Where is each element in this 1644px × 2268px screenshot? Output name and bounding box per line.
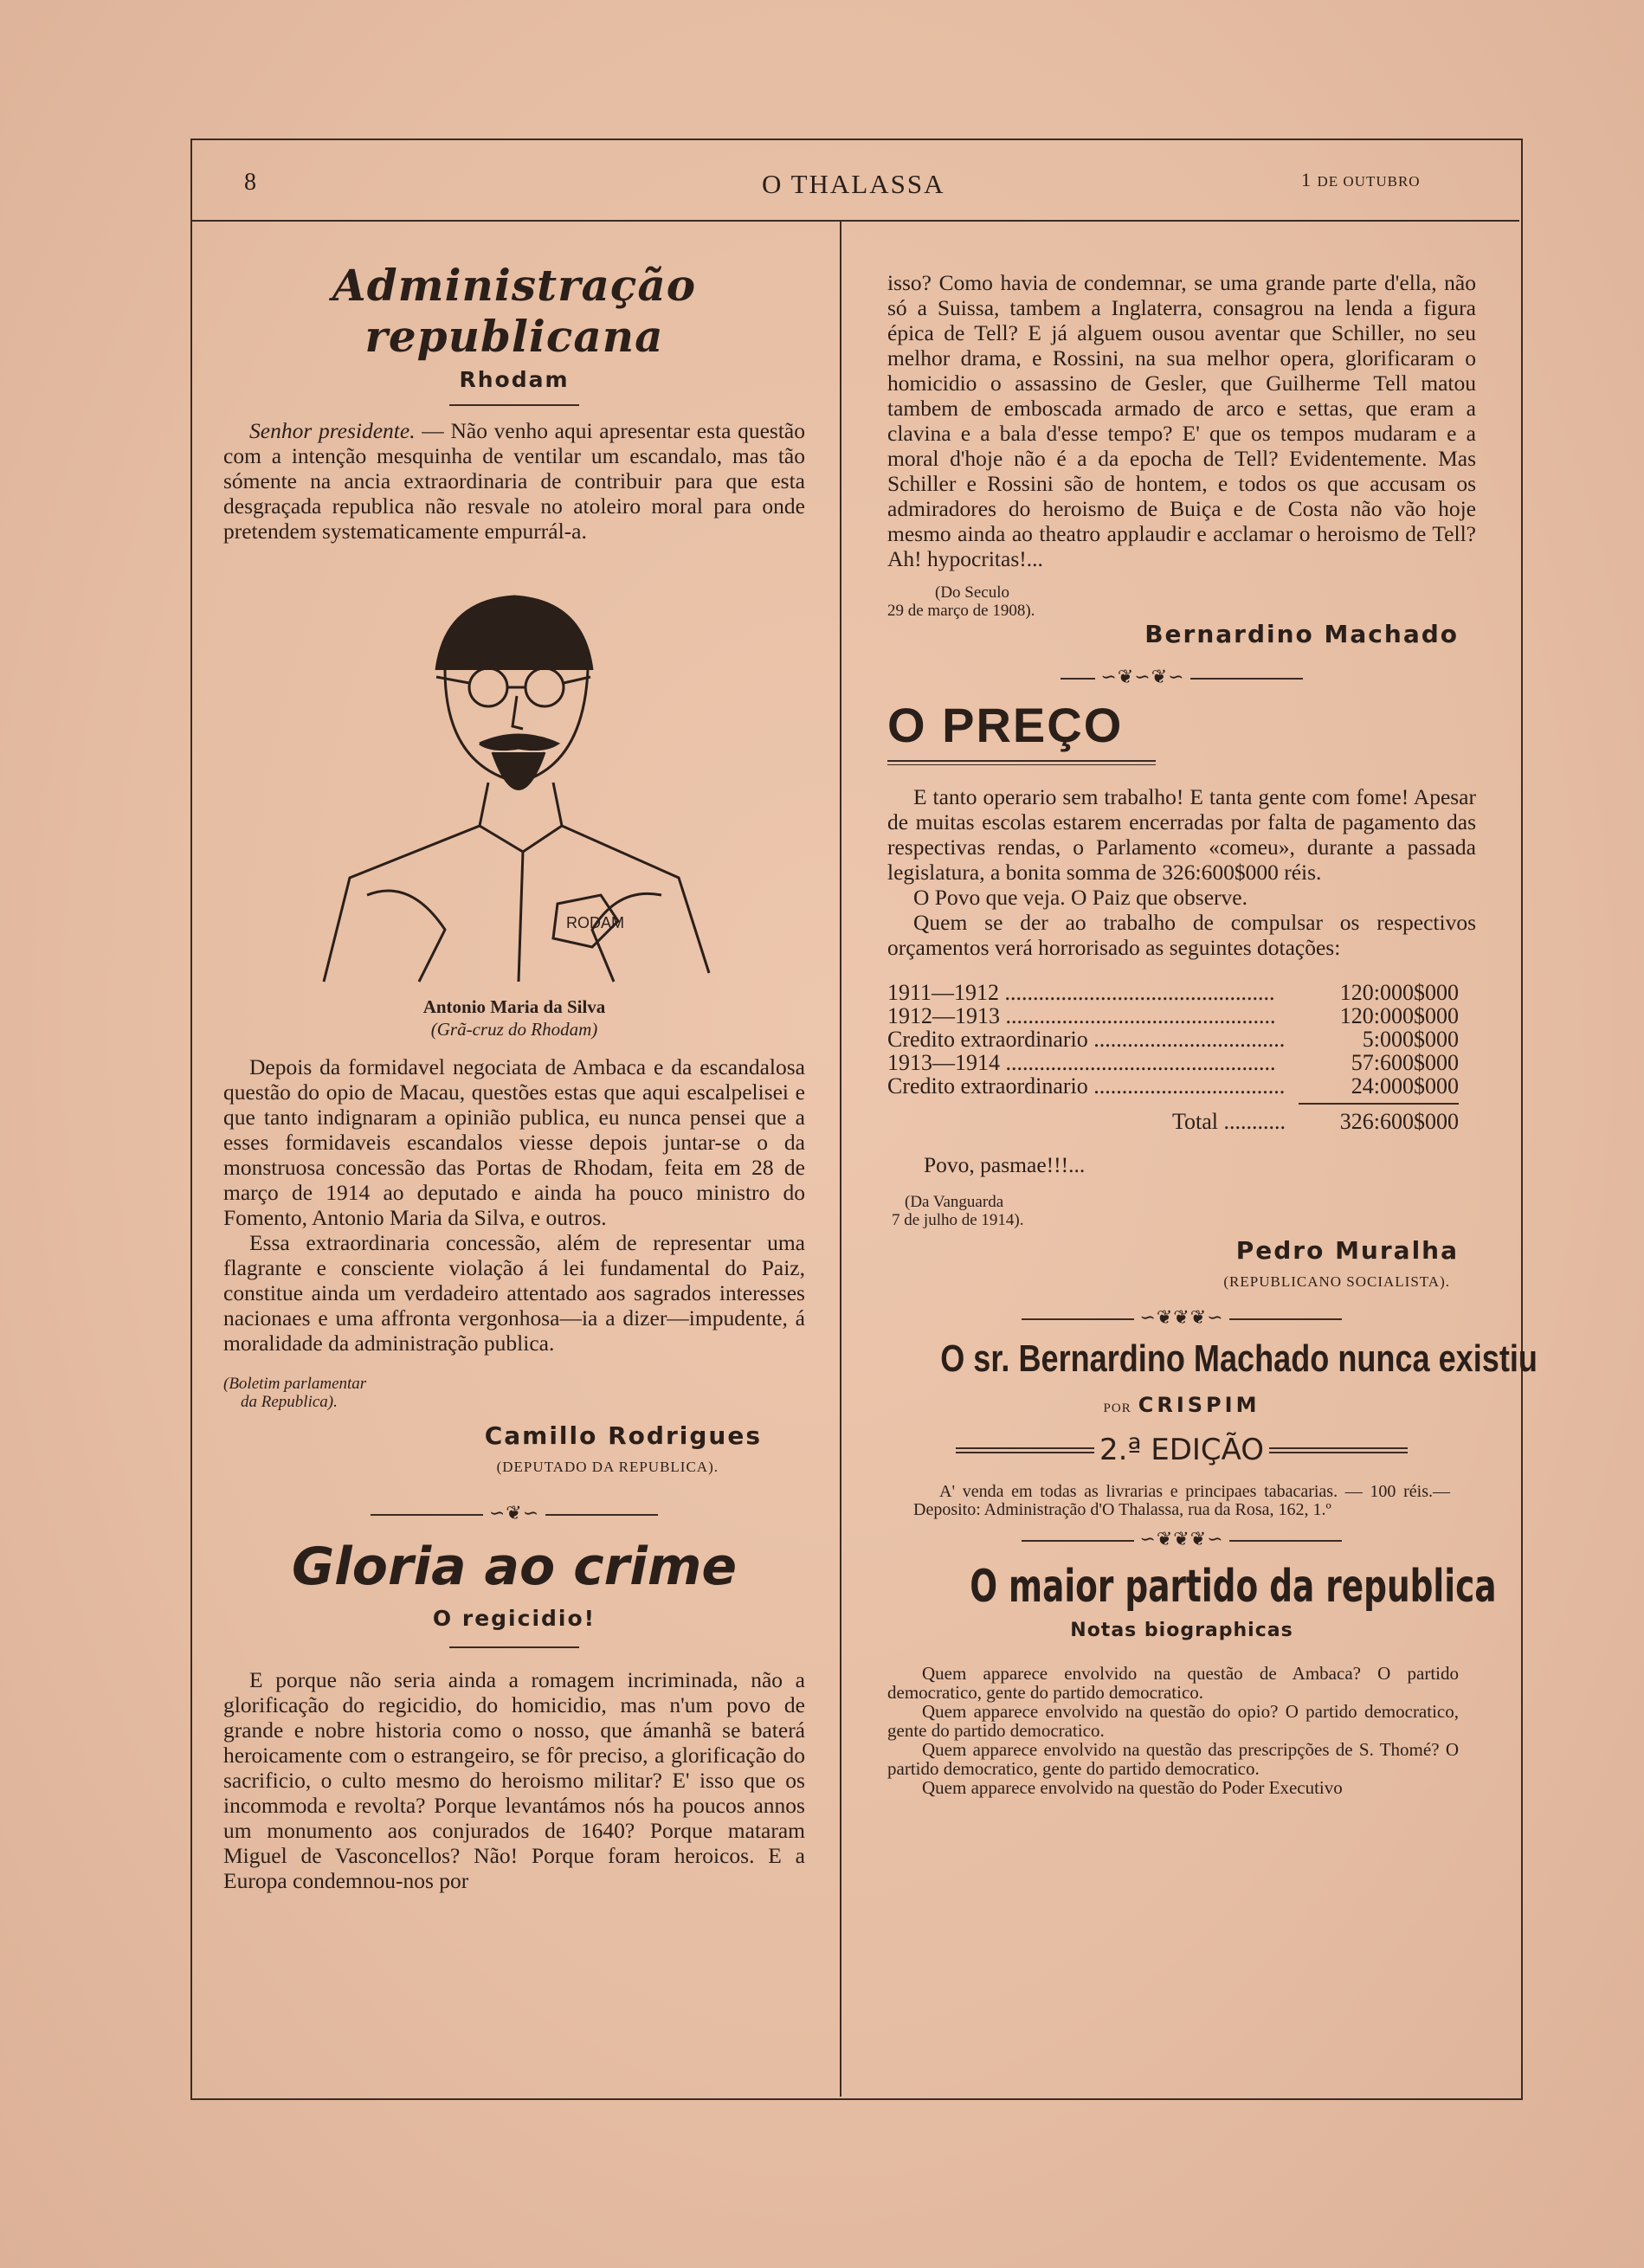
ledger-label: 1911—1912 ..... — [887, 981, 1286, 1004]
ledger-row — [887, 981, 1459, 1004]
total-label: Total ..... — [1172, 1110, 1312, 1133]
divider — [449, 1646, 579, 1648]
article-body-partido — [887, 1664, 1459, 1797]
edition-label: 2.ª EDIÇÃO — [1099, 1433, 1265, 1467]
source-citation — [887, 583, 1476, 620]
ornament-divider: ∽❦∽ — [223, 1502, 805, 1524]
byline-por: POR — [1103, 1401, 1131, 1415]
source-line: 29 de março de 1908). — [887, 602, 1035, 620]
total-rule — [1299, 1103, 1459, 1105]
book-note — [913, 1483, 1450, 1519]
paragraph: Quem apparece envolvido na questão do Poder Executivo — [922, 1777, 1343, 1798]
paragraph: O Povo que veja. O Paiz que observe. — [913, 885, 1248, 910]
source-line: (Do Seculo — [935, 583, 1010, 602]
article-subtitle-regicidio: O regicidio! — [432, 1606, 596, 1631]
article-body-gloria — [223, 1667, 805, 1893]
ledger-label: 1912—1913 ..... — [887, 1004, 1286, 1028]
note-text: A' venda em todas as livrarias e principaes tabacarias. — 100 réis.—Deposito: Administração d'O Thalassa, rua da Rosa, 162, 1.º — [913, 1482, 1450, 1519]
portrait-caption — [223, 995, 805, 1041]
page-number: 8 — [244, 169, 257, 196]
paragraph: Quem apparece envolvido na questão das prescripções de S. Thomé? O partido democratico, gente do partido democratico. — [887, 1739, 1459, 1779]
paragraph: isso? Como havia de condemnar, se uma grande parte d'ella, não só a Suissa, tambem a Inglaterra, consagrou na lenda a figura épica de Tell? E já alguem ousou aventar que Schiller, no seu melhor drama, e Rossini, na sua melhor opera, glorificaram o homicidio o assassino de Gesler, que Guilherme Tell matou tambem de emboscada armado de arco e settas, que eram a clavina e a bala d'esse tempo? E' que os tempos mudaram e a moral d'hoje não é a da epocha de Tell? Evidentemente. Mas Schiller e Rossini são de hontem, e todos os que accusam os admiradores do heroismo de Buiça e de Costa não vão hoje mesmo ainda ao theatro applaudir e acclamar o heroismo de Tell? Ah! hypocritas!... — [887, 270, 1476, 571]
article-body-rhodam — [223, 418, 805, 544]
paragraph: Quem apparece envolvido na questão de Ambaca? O partido democratico, gente do partido democratico. — [887, 1663, 1459, 1703]
paragraph: Essa extraordinaria concessão, além de representar uma flagrante e consciente violação á lei fundamental do Paiz, constitue ainda um verdadeiro attentado aos sagrados interesses nacionaes e uma affronta vergonhosa—ia a dizer—impudente, á moralidade da administração publica. — [223, 1230, 805, 1356]
ledger-total — [887, 1110, 1459, 1133]
ledger-amount: 120:000$000 — [1339, 1003, 1459, 1028]
article-subtitle-notas: Notas biographicas — [1070, 1620, 1293, 1641]
newspaper-title: O THALASSA — [762, 169, 945, 199]
ledger-label: Credito extraordinario ..... — [887, 1028, 1286, 1051]
issue-date — [1301, 169, 1421, 191]
paragraph: E porque não seria ainda a romagem incriminada, não a glorificação do regicidio, do homicidio, mas n'um povo de grande e nobre historia como o nosso, que ámanhã se baterá heroicamente com o estrangeiro, se fôr preciso, a glorificação do sacrificio, o culto mesmo do heroismo militar? E' isso que os incommoda e revolta? Porque levantámos nós ha poucos annos um monumento aos conjurados de 1640? Porque mataram Miguel de Vasconcellos? Não! Porque foram heroicos. E a Europa condemnou-nos por — [223, 1667, 805, 1893]
source-line: (Da Vanguarda — [905, 1193, 1004, 1211]
ledger-label: Credito extraordinario ..... — [887, 1074, 1286, 1098]
intro-italic: Senhor presidente. — [249, 418, 416, 443]
signature-note: (REPUBLICANO SOCIALISTA). — [1223, 1273, 1450, 1290]
article-title-preco: O PREÇO — [887, 698, 1124, 752]
source-line: da Republica). — [241, 1393, 338, 1411]
source-line: 7 de julho de 1914). — [892, 1211, 1024, 1229]
ledger-amount: 57:600$000 — [1351, 1050, 1459, 1075]
ledger-amount: 24:000$000 — [1351, 1073, 1459, 1099]
date-month: DE OUTUBRO — [1317, 173, 1421, 190]
budget-ledger — [887, 981, 1459, 1133]
ornament-divider: ∽❦❦❦∽ — [887, 1306, 1476, 1329]
total-amount: 326:600$000 — [1339, 1109, 1459, 1134]
article-body-rhodam-cont — [223, 1054, 805, 1356]
left-column — [223, 260, 805, 1893]
book-edition — [887, 1433, 1476, 1467]
paragraph: Quem apparece envolvido na questão do opio? O partido democratico, gente do partido democratico. — [887, 1701, 1459, 1741]
paragraph: Quem se der ao trabalho de compulsar os respectivos orçamentos verá horrorisado as seguintes dotações: — [887, 910, 1476, 960]
article-title-gloria: Gloria ao crime — [291, 1537, 738, 1597]
paragraph: E tanto operario sem trabalho! E tanta gente com fome! Apesar de muitas escolas estarem encerradas por falta de pagamento das respectivas rendas, o Parlamento «comeu», durante a passada legislatura, a bonita somma de 326:600$000 réis. — [887, 784, 1476, 885]
signature-pedro: Pedro Muralha — [1235, 1236, 1459, 1265]
signature-bernardino: Bernardino Machado — [1144, 620, 1459, 648]
date-day: 1 — [1301, 169, 1312, 190]
article-body-preco — [887, 784, 1476, 960]
ledger-row — [887, 1028, 1459, 1051]
signature-note: (DEPUTADO DA REPUBLICA). — [496, 1459, 719, 1475]
ledger-label: 1913—1914 ..... — [887, 1051, 1286, 1074]
source-citation — [887, 1193, 1476, 1229]
signature-camillo: Camillo Rodrigues — [484, 1421, 762, 1450]
byline-author: CRISPIM — [1138, 1393, 1260, 1417]
header-rule — [192, 220, 1519, 222]
divider — [887, 760, 1156, 765]
right-column — [887, 270, 1538, 1798]
ledger-row — [887, 1074, 1459, 1098]
ornament-divider: ∽❦∽❦∽ — [887, 666, 1476, 688]
exclamation: Povo, pasmae!!!... — [924, 1152, 1086, 1177]
source-citation — [223, 1375, 805, 1411]
ledger-row — [887, 1004, 1459, 1028]
divider — [449, 404, 579, 406]
paragraph: Depois da formidavel negociata de Ambaca e da escandalosa questão do opio de Macau, questões estas que aqui escalpelisei e que tanto indignaram a opinião publica, eu nunca pensei que a esses formidaveis escandalos viesse depois juntar-se o da monstruosa concessão das Portas de Rhodam, feita em 28 de março de 1914 ao deputado e ainda ha pouco ministro do Fomento, Antonio Maria da Silva, e outros. — [223, 1054, 805, 1230]
article-subtitle-rhodam: Rhodam — [459, 367, 570, 392]
portrait-label: RODAM — [566, 914, 624, 931]
caption-sub: (Grã-cruz do Rhodam) — [430, 1019, 598, 1040]
ledger-amount: 120:000$000 — [1339, 980, 1459, 1005]
caption-name: Antonio Maria da Silva — [422, 996, 606, 1017]
ledger-amount: 5:000$000 — [1362, 1027, 1459, 1052]
intro-text: — Não venho aqui apresentar esta questão com a intenção mesquinha de ventilar um escandalo, mas tão sómente na ancia extraordinaria de contribuir para que esta desgraçada republica não resvale no atoleiro moral para onde pretendem systematicamente empurrál-a. — [223, 418, 805, 544]
ornament-divider: ∽❦❦❦∽ — [887, 1528, 1476, 1550]
article-title-partido: O maior partido da republica — [970, 1561, 1497, 1613]
portrait-illustration — [315, 566, 713, 990]
book-byline — [887, 1393, 1476, 1417]
article-title-administracao: Administração republicana — [332, 260, 697, 362]
source-line: (Boletim parlamentar — [223, 1375, 367, 1393]
ledger-row — [887, 1051, 1459, 1074]
article-body-continuation — [887, 270, 1476, 571]
book-title: O sr. Bernardino Machado nunca existiu — [940, 1337, 1538, 1380]
column-divider — [840, 222, 841, 2097]
